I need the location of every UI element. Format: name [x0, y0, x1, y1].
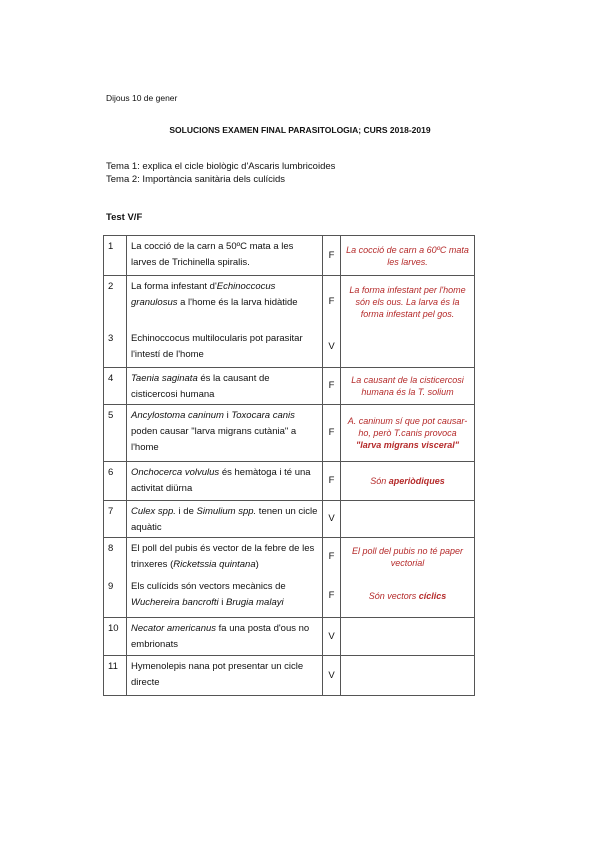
question-number: 4 [104, 368, 127, 405]
question-number: 9 [104, 576, 127, 618]
question-text [127, 618, 323, 656]
species-name: Ricketssia quintana [173, 559, 256, 570]
solution-cell [341, 462, 475, 501]
table-row [104, 405, 475, 462]
question-text-part: tenen un cicle aquàtic [131, 506, 318, 533]
question-text-part: Els culícids són vectors mecànics de [131, 580, 286, 592]
answer-cell: V [323, 501, 341, 538]
question-text-part: ) [255, 559, 259, 570]
species-name: Simulium spp. [196, 506, 257, 517]
question-text [127, 538, 323, 576]
exam-date: Dijous 10 de gener [106, 93, 178, 103]
question-text-part: Hymenolepis nana pot presentar un cicle directe [131, 661, 304, 688]
question-number: 1 [104, 236, 127, 276]
solution-cell: El poll del pubis no té paper vectorial [341, 538, 475, 576]
question-text [127, 276, 323, 328]
answer-cell: F [323, 405, 341, 462]
answer-cell: V [323, 618, 341, 656]
solution-cell [341, 656, 475, 696]
solution-cell [341, 576, 475, 618]
answer-cell: F [323, 538, 341, 576]
question-text-part: La cocció de la carn a 50ºC mata a les larves de [131, 241, 294, 268]
table-row [104, 236, 475, 276]
solution-cell [341, 501, 475, 538]
question-number: 3 [104, 328, 127, 368]
true-false-table [103, 235, 475, 696]
question-text-part: . [247, 257, 250, 268]
solution-cell: La causant de la cisticercosi humana és la T. solium [341, 368, 475, 405]
solution-cell [341, 618, 475, 656]
question-text-part: fa una posta d'ous no embrionats [131, 623, 310, 650]
table-row [104, 656, 475, 696]
table-row [104, 618, 475, 656]
species-name: Taenia saginata [131, 373, 198, 384]
question-number: 7 [104, 501, 127, 538]
solution-emphasis: cíclics [418, 591, 447, 602]
question-text-part: és hemàtoga i té una activitat diürna [131, 467, 311, 494]
question-text [127, 236, 323, 276]
essay-topic-1: Tema 1: explica el cicle biològic d'Ascaris lumbricoides [106, 161, 336, 172]
question-number: 5 [104, 405, 127, 462]
species-name: Brugia malayi [226, 596, 284, 608]
solution-emphasis: "larva migrans visceral" [355, 440, 460, 450]
question-number: 11 [104, 656, 127, 696]
answer-cell: F [323, 368, 341, 405]
solution-cell [341, 405, 475, 462]
question-text [127, 328, 323, 368]
solution-cell: La cocció de carn a 60ºC mata les larves. [341, 236, 475, 276]
solution-text: Són [370, 476, 389, 486]
species-name: Necator americanus [131, 623, 217, 634]
table-row [104, 576, 475, 618]
answer-cell: F [323, 276, 341, 328]
question-text-part: La forma infestant d' [131, 281, 217, 292]
species-name: Onchocerca volvulus [131, 467, 220, 478]
table-row [104, 276, 475, 328]
answer-cell: F [323, 236, 341, 276]
question-text [127, 576, 323, 618]
question-text [127, 462, 323, 501]
species-name: Culex spp. [131, 506, 176, 517]
question-text [127, 368, 323, 405]
question-text-part: i [218, 596, 227, 608]
question-number: 2 [104, 276, 127, 328]
table-row [104, 328, 475, 368]
question-number: 6 [104, 462, 127, 501]
solution-text: A. caninum sí que pot causar-ho, però T.canis provoca [347, 416, 468, 438]
species-name: Toxocara canis [231, 410, 295, 421]
table-row [104, 538, 475, 576]
answer-cell: F [323, 576, 341, 618]
question-number: 10 [104, 618, 127, 656]
question-text-part: poden causar "larva migrans cutània" a l'home [131, 426, 297, 453]
question-number: 8 [104, 538, 127, 576]
species-name: Wuchereira bancrofti [131, 596, 219, 608]
species-name: Echinoccocus granulosus [131, 281, 276, 308]
essay-topic-2: Tema 2: Importància sanitària dels culícids [106, 174, 285, 185]
table-row [104, 501, 475, 538]
question-text-part: El poll del pubis és vector de la febre de les trinxeres ( [131, 543, 315, 570]
question-text [127, 501, 323, 538]
solution-cell: La forma infestant per l'home són els ous. La larva és la forma infestant pel gos. [341, 276, 475, 328]
answer-cell: V [323, 656, 341, 696]
question-text-part: Echinoccocus multilocularis pot parasitar l'intestí de l'home [131, 332, 303, 360]
solution-emphasis: aperiòdiques [388, 476, 445, 486]
test-heading: Test V/F [106, 212, 143, 223]
solution-text: Són vectors [368, 591, 419, 602]
species-name: Trichinella spiralis [172, 257, 248, 268]
solution-cell [341, 328, 475, 368]
question-text-part: és la causant de cisticercosi humana [131, 373, 270, 400]
document-title: SOLUCIONS EXAMEN FINAL PARASITOLOGIA; CURS 2018-2019 [169, 125, 431, 135]
answer-cell: V [323, 328, 341, 368]
question-text-part: i de [175, 506, 197, 517]
question-text-part: a l'home és la larva hidàtide [177, 297, 298, 308]
species-name: Ancylostoma caninum [131, 410, 224, 421]
table-row [104, 368, 475, 405]
question-text-part: i [223, 410, 232, 421]
table-row [104, 462, 475, 501]
answer-cell: F [323, 462, 341, 501]
question-text [127, 656, 323, 696]
question-text [127, 405, 323, 462]
